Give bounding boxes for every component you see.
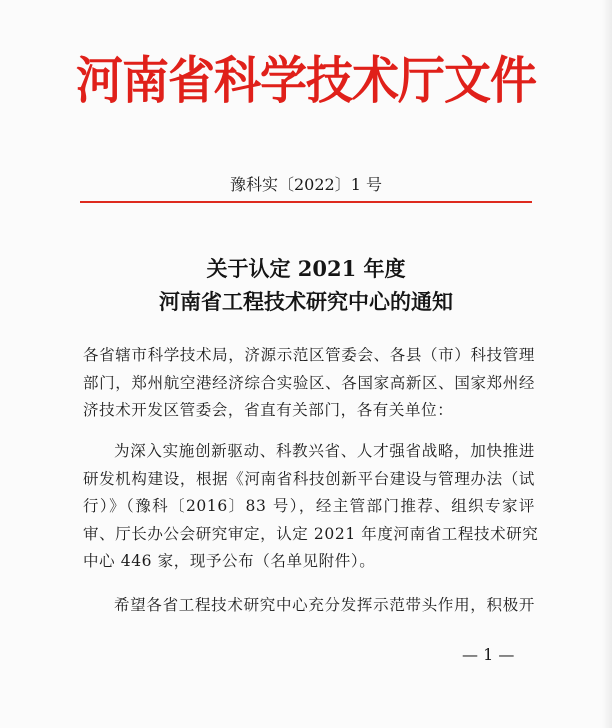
recipients-block [83, 342, 535, 425]
notice-title-line-2: 河南省工程技术研究中心的通知 [159, 289, 453, 314]
page-number: — 1 — [462, 645, 515, 664]
red-separator-line [80, 201, 532, 203]
notice-title-line-1: 关于认定 2021 年度 [206, 256, 406, 281]
paragraph-2 [83, 592, 535, 620]
paragraph-1 [83, 438, 539, 576]
paragraph-line: 研发机构建设，根据《河南省科技创新平台建设与管理办法（试 [83, 469, 535, 488]
recipients-line: 济技术开发区管委会，省直有关部门，各有关单位： [83, 401, 454, 419]
paragraph-line: 为深入实施创新驱动、科教兴省、人才强省战略，加快推进 [114, 442, 535, 460]
paragraph-line: 审、厅长办公会研究审定，认定 2021 年度河南省工程技术研究 [83, 524, 539, 543]
paragraph-line: 希望各省工程技术研究中心充分发挥示范带头作用，积极开 [114, 596, 535, 614]
issuing-authority-title: 河南省科学技术厅文件 [76, 51, 536, 112]
paragraph-line: 行）》（豫科〔2016〕83 号），经主管部门推荐、组织专家评 [83, 497, 535, 515]
paragraph-line: 中心 446 家，现予公布（名单见附件）。 [83, 552, 376, 570]
recipients-line: 各省辖市科学技术局，济源示范区管委会、各县（市）科技管理 [83, 346, 535, 364]
recipients-line: 部门，郑州航空港经济综合实验区、各国家高新区、国家郑州经 [83, 373, 535, 392]
document-number: 豫科实〔2022〕1 号 [230, 175, 382, 194]
